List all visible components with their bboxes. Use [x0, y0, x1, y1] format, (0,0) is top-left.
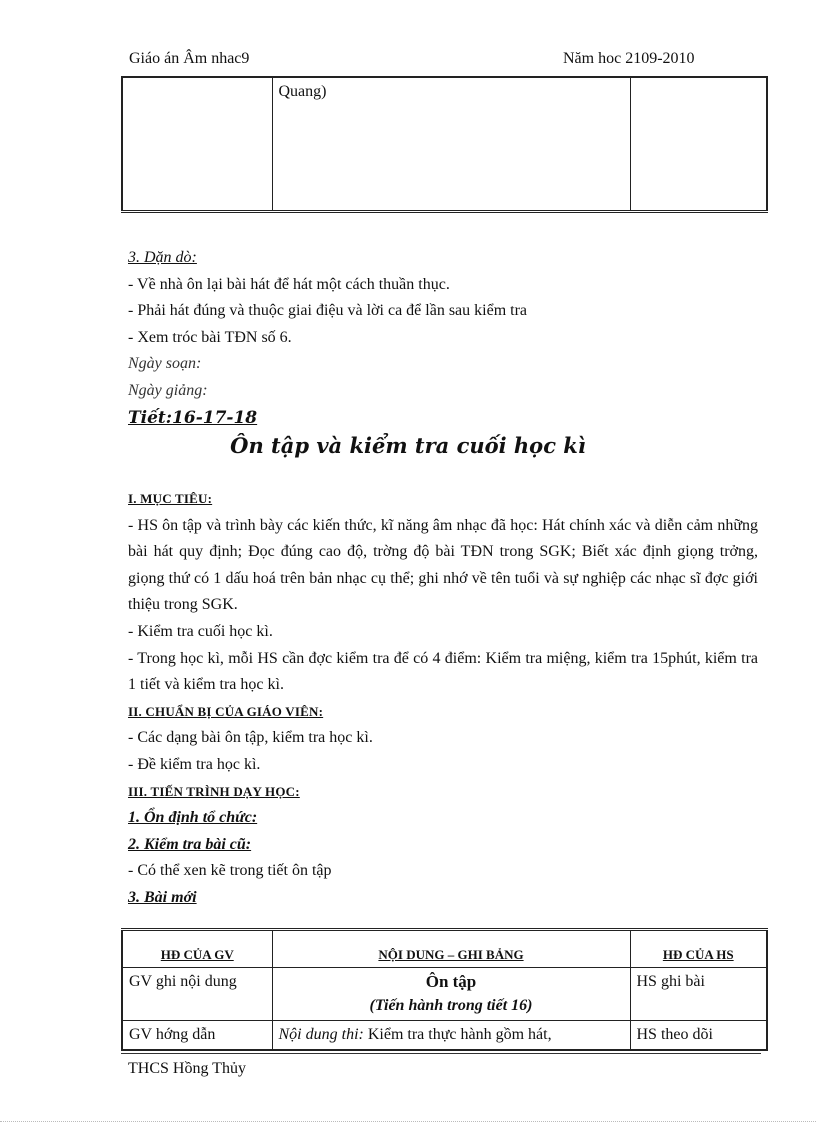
row2-content-label: Nội dung thi: [278, 1026, 364, 1043]
row1-hs: HS ghi bài [630, 968, 767, 1021]
muc-tieu-paragraph-1: - HS ôn tập và trình bày các kiến thức, kĩ năng âm nhạc đã học: Hát chính xác và diễn cảm những bài hát quy định; Đọc đúng cao độ, trờng độ bài TĐN trong SGK; Biết xác định giọng trởng, giọng thứ có 1 dấu hoá trên bản nhạc cụ thể; ghi nhớ về tên tuổi và sự nghiệp các nhạc sĩ đợc giới thiệu trong SGK. [128, 516, 758, 614]
row1-content-title: Ôn tập [425, 972, 477, 991]
ngay-soan: Ngày soạn: [128, 355, 202, 373]
table-header-row [122, 930, 767, 968]
header-gv: HĐ CỦA GV [122, 930, 272, 968]
chuan-bi-line-1: - Các dạng bài ôn tập, kiểm tra học kì. [128, 729, 373, 747]
row1-content [272, 968, 630, 1021]
footer-divider [121, 1053, 761, 1054]
dan-do-line-3: - Xem tróc bài TĐN số 6. [128, 328, 292, 346]
row1-content-subtitle: (Tiến hành trong tiết 16) [369, 997, 533, 1014]
dan-do-line-2: - Phải hát đúng và thuộc giai điệu và lời ca để lần sau kiểm tra [128, 302, 528, 320]
page-edge [0, 1121, 816, 1122]
dan-do-section [128, 245, 758, 431]
table-row [122, 1021, 767, 1051]
dan-do-line-1: - Về nhà ôn lại bài hát để hát một cách thuần thục. [128, 275, 450, 293]
row2-content [272, 1021, 630, 1051]
row1-gv: GV ghi nội dung [122, 968, 272, 1021]
row2-content-text: Kiểm tra thực hành gồm hát, [363, 1026, 552, 1043]
chuan-bi-heading: II. CHUẨN BỊ CỦA GIÁO VIÊN: [128, 703, 324, 719]
bai-moi-heading: 3. Bài mới [128, 888, 197, 906]
muc-tieu-paragraph-3: - Trong học kì, mỗi HS cần đợc kiểm tra để có 4 điểm: Kiểm tra miệng, kiểm tra 15phút, kiểm tra 1 tiết và kiểm tra học kì. [128, 649, 758, 694]
tiet-number: Tiết:16-17-18 [128, 407, 258, 428]
header-content: NỘI DUNG – GHI BẢNG [272, 930, 630, 968]
header-hs: HĐ CỦA HS [630, 930, 767, 968]
header-school-year: Năm hoc 2109-2010 [563, 50, 695, 67]
row2-hs: HS theo dõi [630, 1021, 767, 1051]
dan-do-heading: 3. Dặn dò: [128, 249, 197, 266]
footer-school: THCS Hồng Thủy [128, 1060, 246, 1077]
table-row [122, 968, 767, 1021]
page-title: Ôn tập và kiểm tra cuối học kì [230, 433, 586, 458]
muc-tieu-section [128, 486, 758, 912]
kiem-tra-heading: 2. Kiểm tra bài cũ: [128, 835, 252, 853]
muc-tieu-heading: I. MỤC TIÊU: [128, 491, 213, 506]
on-dinh-heading: 1. Ổn định tổ chức: [128, 809, 258, 827]
top-table [121, 76, 768, 213]
lesson-table [121, 928, 768, 1051]
top-table-cell-gv [122, 77, 272, 212]
row2-gv: GV hớng dẫn [122, 1021, 272, 1051]
kiem-tra-note: - Có thể xen kẽ trong tiết ôn tập [128, 862, 332, 880]
ngay-giang: Ngày giảng: [128, 381, 208, 399]
top-table-cell-hs [630, 77, 767, 212]
header-subject: Giáo án Âm nhac9 [129, 50, 250, 67]
muc-tieu-paragraph-2: - Kiểm tra cuối học kì. [128, 622, 273, 640]
table-row [122, 77, 767, 212]
chuan-bi-line-2: - Đề kiểm tra học kì. [128, 755, 261, 773]
top-table-cell-content: Quang) [272, 77, 630, 212]
tien-trinh-heading: III. TIẾN TRÌNH DẠY HỌC: [128, 783, 300, 799]
